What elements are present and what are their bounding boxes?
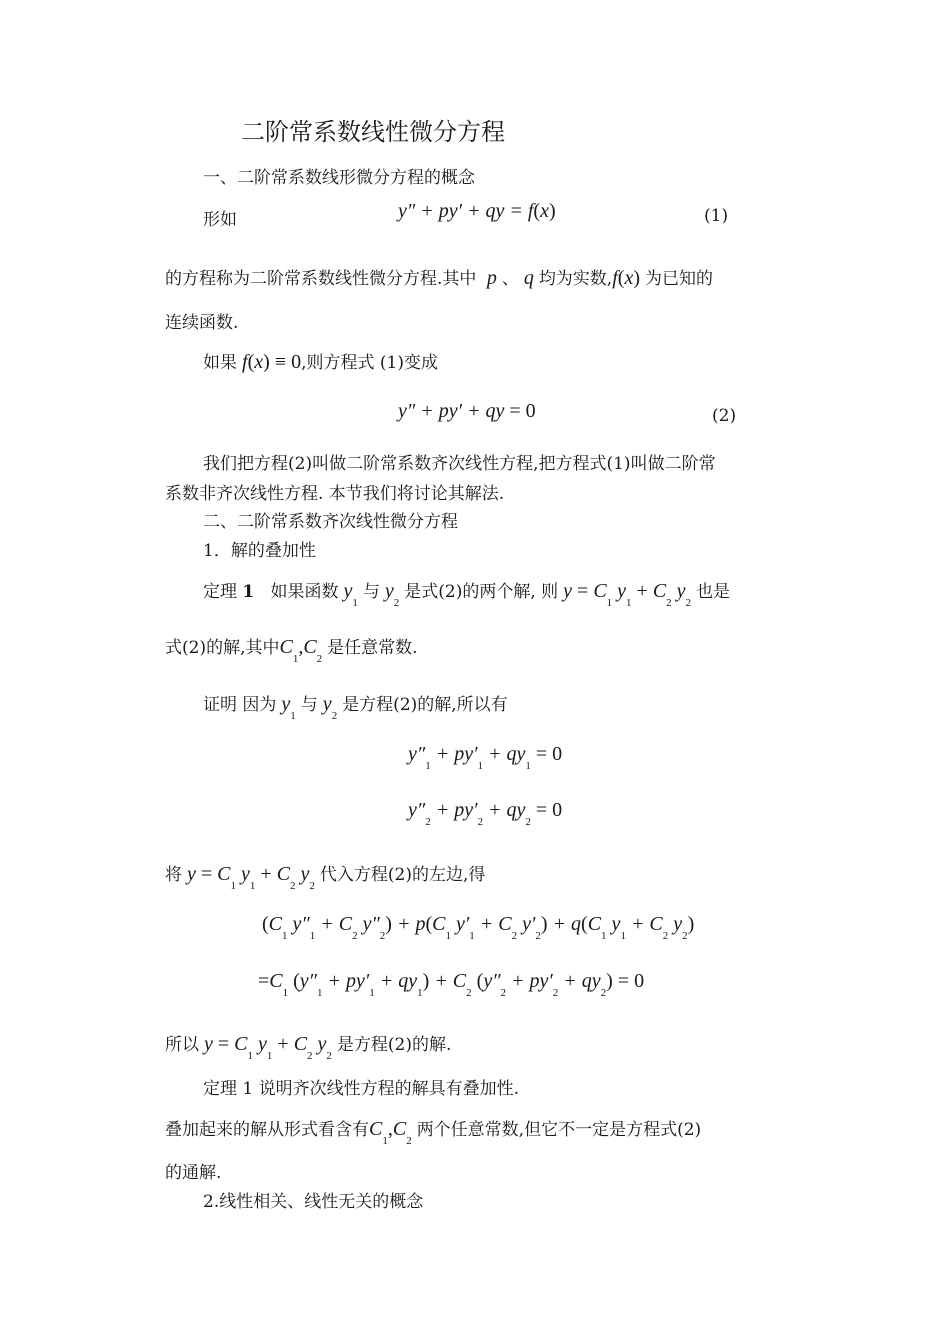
equation-2: y″ + py′ + qy = 0: [398, 400, 536, 422]
theorem-note: 定理 1 说明齐次线性方程的解具有叠加性.: [203, 1079, 520, 1099]
theorem-1-line-2: 式(2)的解,其中$C_1,C_2$ 是任意常数.: [165, 636, 418, 665]
form-label: 形如: [203, 210, 237, 230]
subsection-heading-2: 2.线性相关、线性无关的概念: [203, 1192, 424, 1212]
paragraph-1-line-1: 的方程称为二阶常系数线性微分方程.其中 p 、 q 均为实数,f(x) 为已知的: [165, 267, 714, 289]
equation-1-label: (1): [704, 206, 729, 226]
substitution-line: 将 $y = C_1$ $y_1 + C_2$ $y_2$ 代入方程(2)的左边,得: [165, 863, 486, 892]
page-title: 二阶常系数线性微分方程: [241, 118, 505, 146]
paragraph-2-line-1: 我们把方程(2)叫做二阶常系数齐次线性方程,把方程式(1)叫做二阶常: [203, 454, 716, 474]
equation-1: y″ + py′ + qy = f(x): [398, 200, 556, 222]
section-heading-2: 二、二阶常系数齐次线性微分方程: [203, 512, 458, 532]
equation-2-label: (2): [712, 406, 737, 426]
paragraph-2-line-2: 系数非齐次线性方程. 本节我们将讨论其解法.: [165, 484, 505, 504]
if-clause: 如果 f(x) ≡ 0,则方程式 (1)变成: [203, 351, 438, 373]
expansion-equation-2: $=C_1$ $(y''_1 + py'_1 + qy_1) + C_2$ $(y''_2 + py'_2 + qy_2) = 0$: [258, 970, 645, 999]
section-heading-1: 一、二阶常系数线形微分方程的概念: [203, 168, 475, 188]
conclusion-line: 所以 $y = C_1$ $y_1 + C_2$ $y_2$ 是方程(2)的解.: [165, 1033, 452, 1062]
proof-equation-1: $y''_1 + py'_1 + qy_1 = 0$: [408, 743, 563, 772]
subsection-heading-1: 1．解的叠加性: [203, 541, 316, 561]
proof-line: 证明 因为 $y_1$ 与 $y_2$ 是方程(2)的解,所以有: [203, 693, 508, 722]
theorem-1-line-1: 定理 1 如果函数 $y_1$ 与 $y_2$ 是式(2)的两个解, 则 $y = C_1$ $y_1 + C_2$ $y_2$ 也是: [203, 580, 731, 609]
expansion-equation-1: ($C_1$ $y''_1 + C_2$ $y''_2) + p(C_1$ $y'_1 + C_2$ $y'_2) + q(C_1$ $y_1 + C_2$ $y_2$): [262, 913, 695, 942]
proof-equation-2: $y''_2 + py'_2 + qy_2 = 0$: [408, 799, 563, 828]
paragraph-3-line-1: 叠加起来的解从形式看含有$C_1,C_2$ 两个任意常数,但它不一定是方程式(2): [165, 1118, 702, 1147]
paragraph-1-line-2: 连续函数.: [165, 313, 239, 333]
paragraph-3-line-2: 的通解.: [165, 1163, 222, 1183]
